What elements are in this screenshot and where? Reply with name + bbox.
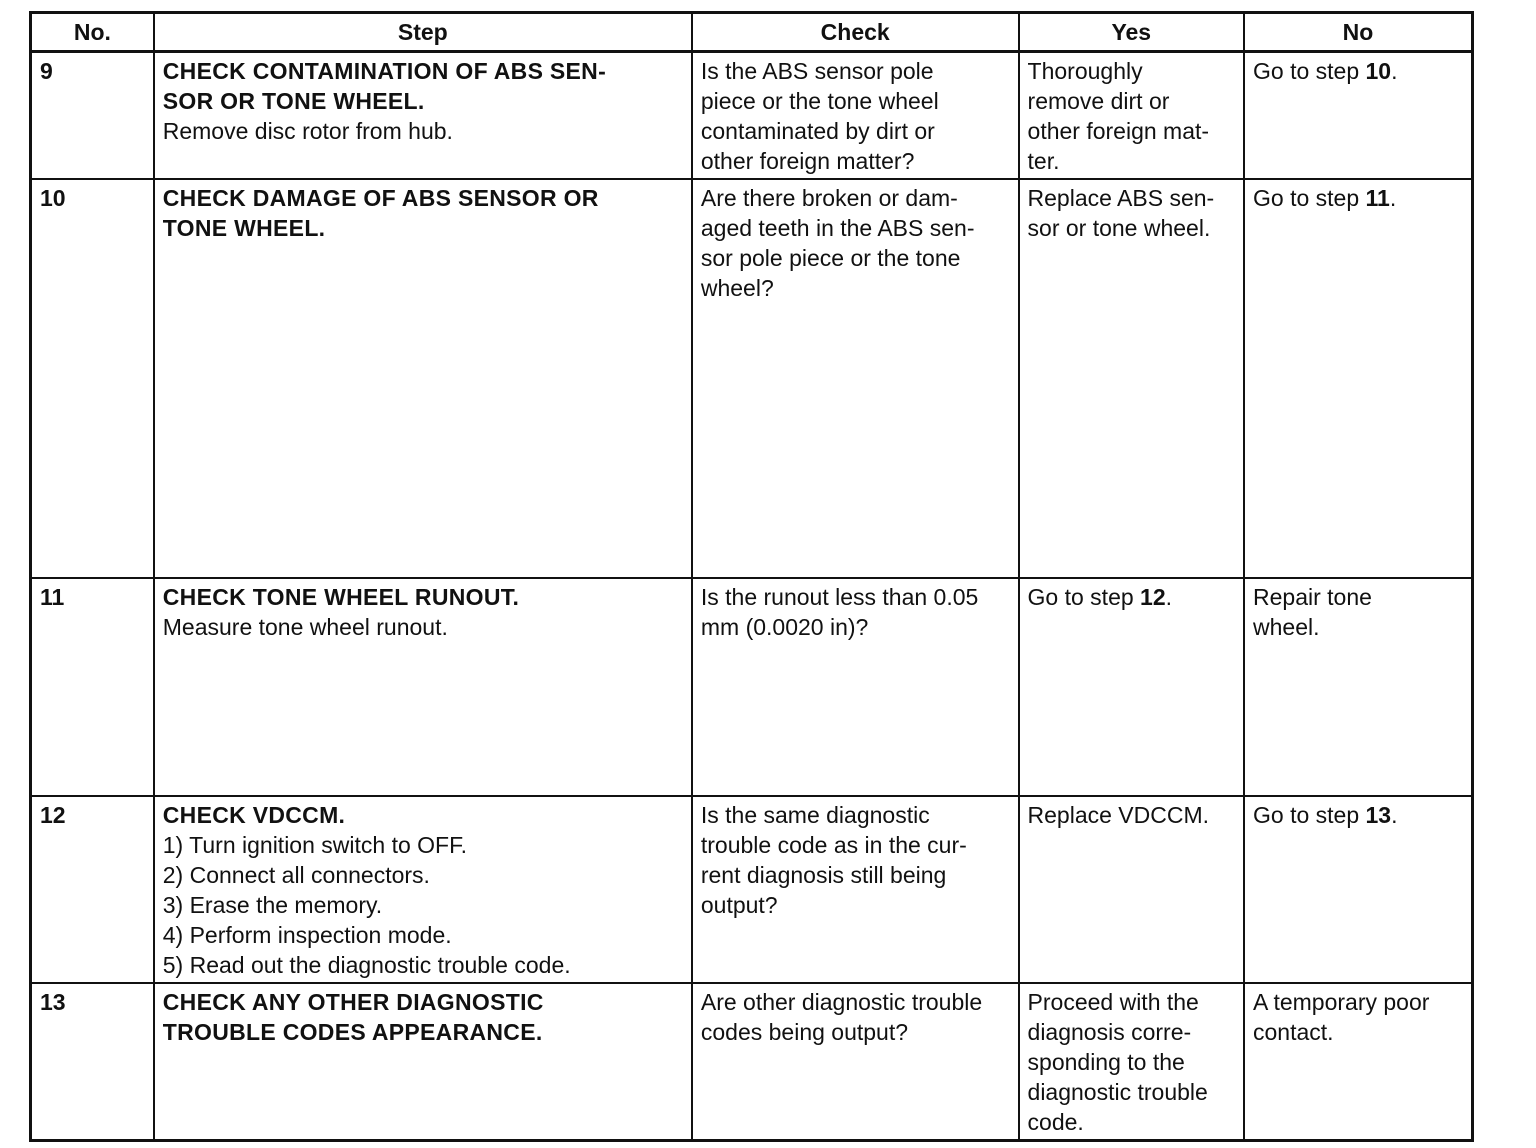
step-instruction: 1) Turn ignition switch to OFF. bbox=[162, 832, 467, 858]
check-question: Is the same diagnostic trouble code as in the cur- rent diagnosis still being output? bbox=[700, 802, 967, 918]
yes-action: Proceed with the diagnosis corre- sponding to the diagnostic trouble code. bbox=[1027, 989, 1208, 1135]
step-title: CHECK CONTAMINATION OF ABS SEN- SOR OR TONE WHEEL. bbox=[162, 58, 607, 114]
header-no: No. bbox=[31, 13, 154, 52]
step-reference: 11 bbox=[1365, 185, 1390, 211]
no-cell bbox=[1244, 578, 1473, 796]
step-number-cell bbox=[31, 578, 154, 796]
check-cell bbox=[692, 52, 1019, 180]
yes-cell bbox=[1019, 52, 1244, 180]
no-action: Repair tone wheel. bbox=[1253, 584, 1372, 640]
no-cell bbox=[1244, 983, 1473, 1141]
no-action-suffix: . bbox=[1389, 185, 1397, 211]
step-title: CHECK VDCCM. bbox=[162, 802, 346, 828]
no-cell bbox=[1244, 796, 1473, 983]
no-cell bbox=[1244, 52, 1473, 180]
step-title: CHECK TONE WHEEL RUNOUT. bbox=[162, 584, 520, 610]
step-instruction: 3) Erase the memory. bbox=[162, 892, 383, 918]
no-action-suffix: . bbox=[1391, 802, 1398, 828]
step-instruction: 4) Perform inspection mode. bbox=[162, 922, 452, 948]
step-cell bbox=[154, 179, 692, 578]
check-cell bbox=[692, 983, 1019, 1141]
table-row bbox=[31, 983, 1473, 1141]
table-row bbox=[31, 179, 1473, 578]
step-instruction: 2) Connect all connectors. bbox=[162, 862, 430, 888]
step-cell bbox=[154, 796, 692, 983]
step-number-cell bbox=[31, 796, 154, 983]
step-reference: 12 bbox=[1140, 584, 1166, 610]
step-number: 13 bbox=[40, 989, 66, 1015]
yes-action-suffix: . bbox=[1165, 584, 1173, 610]
header-no-answer: No bbox=[1244, 13, 1473, 52]
check-question: Is the runout less than 0.05 mm (0.0020 in)? bbox=[700, 584, 979, 640]
yes-cell bbox=[1019, 578, 1244, 796]
table-row bbox=[31, 52, 1473, 180]
table-row bbox=[31, 578, 1473, 796]
step-cell bbox=[154, 578, 692, 796]
step-number-cell bbox=[31, 179, 154, 578]
header-check: Check bbox=[692, 13, 1019, 52]
table-row bbox=[31, 796, 1473, 983]
no-action-prefix: Go to step bbox=[1253, 802, 1366, 828]
step-number: 12 bbox=[40, 802, 66, 828]
step-number: 11 bbox=[40, 584, 65, 610]
yes-action: Replace ABS sen- sor or tone wheel. bbox=[1027, 185, 1215, 241]
no-action-prefix: Go to step bbox=[1253, 58, 1366, 84]
yes-action: Replace VDCCM. bbox=[1027, 802, 1210, 828]
step-cell bbox=[154, 983, 692, 1141]
check-cell bbox=[692, 578, 1019, 796]
step-instruction: Remove disc rotor from hub. bbox=[162, 118, 453, 144]
step-number-cell bbox=[31, 983, 154, 1141]
step-instruction: 5) Read out the diagnostic trouble code. bbox=[162, 952, 571, 978]
step-title: CHECK DAMAGE OF ABS SENSOR OR TONE WHEEL. bbox=[162, 185, 599, 241]
diagnostic-table bbox=[29, 11, 1474, 1142]
yes-action: Thoroughly remove dirt or other foreign mat- ter. bbox=[1027, 58, 1210, 174]
check-cell bbox=[692, 796, 1019, 983]
yes-action-prefix: Go to step bbox=[1027, 584, 1141, 610]
step-number: 10 bbox=[40, 185, 66, 211]
yes-cell bbox=[1019, 179, 1244, 578]
step-cell bbox=[154, 52, 692, 180]
check-question: Are there broken or dam- aged teeth in the ABS sen- sor pole piece or the tone wheel? bbox=[700, 185, 975, 301]
step-instruction: Measure tone wheel runout. bbox=[162, 614, 448, 640]
yes-cell bbox=[1019, 983, 1244, 1141]
check-question: Are other diagnostic trouble codes being output? bbox=[700, 989, 983, 1045]
table-header-row bbox=[31, 13, 1473, 52]
header-yes: Yes bbox=[1019, 13, 1244, 52]
step-title: CHECK ANY OTHER DIAGNOSTIC TROUBLE CODES APPEARANCE. bbox=[162, 989, 544, 1045]
step-reference: 13 bbox=[1365, 802, 1392, 828]
step-number-cell bbox=[31, 52, 154, 180]
step-number: 9 bbox=[40, 58, 53, 84]
no-action-prefix: Go to step bbox=[1253, 185, 1366, 211]
check-cell bbox=[692, 179, 1019, 578]
yes-cell bbox=[1019, 796, 1244, 983]
check-question: Is the ABS sensor pole piece or the tone wheel contaminated by dirt or other foreign matter? bbox=[700, 58, 939, 174]
no-cell bbox=[1244, 179, 1473, 578]
no-action: A temporary poor contact. bbox=[1253, 989, 1430, 1045]
header-step: Step bbox=[154, 13, 692, 52]
no-action-suffix: . bbox=[1391, 58, 1398, 84]
step-reference: 10 bbox=[1365, 58, 1392, 84]
